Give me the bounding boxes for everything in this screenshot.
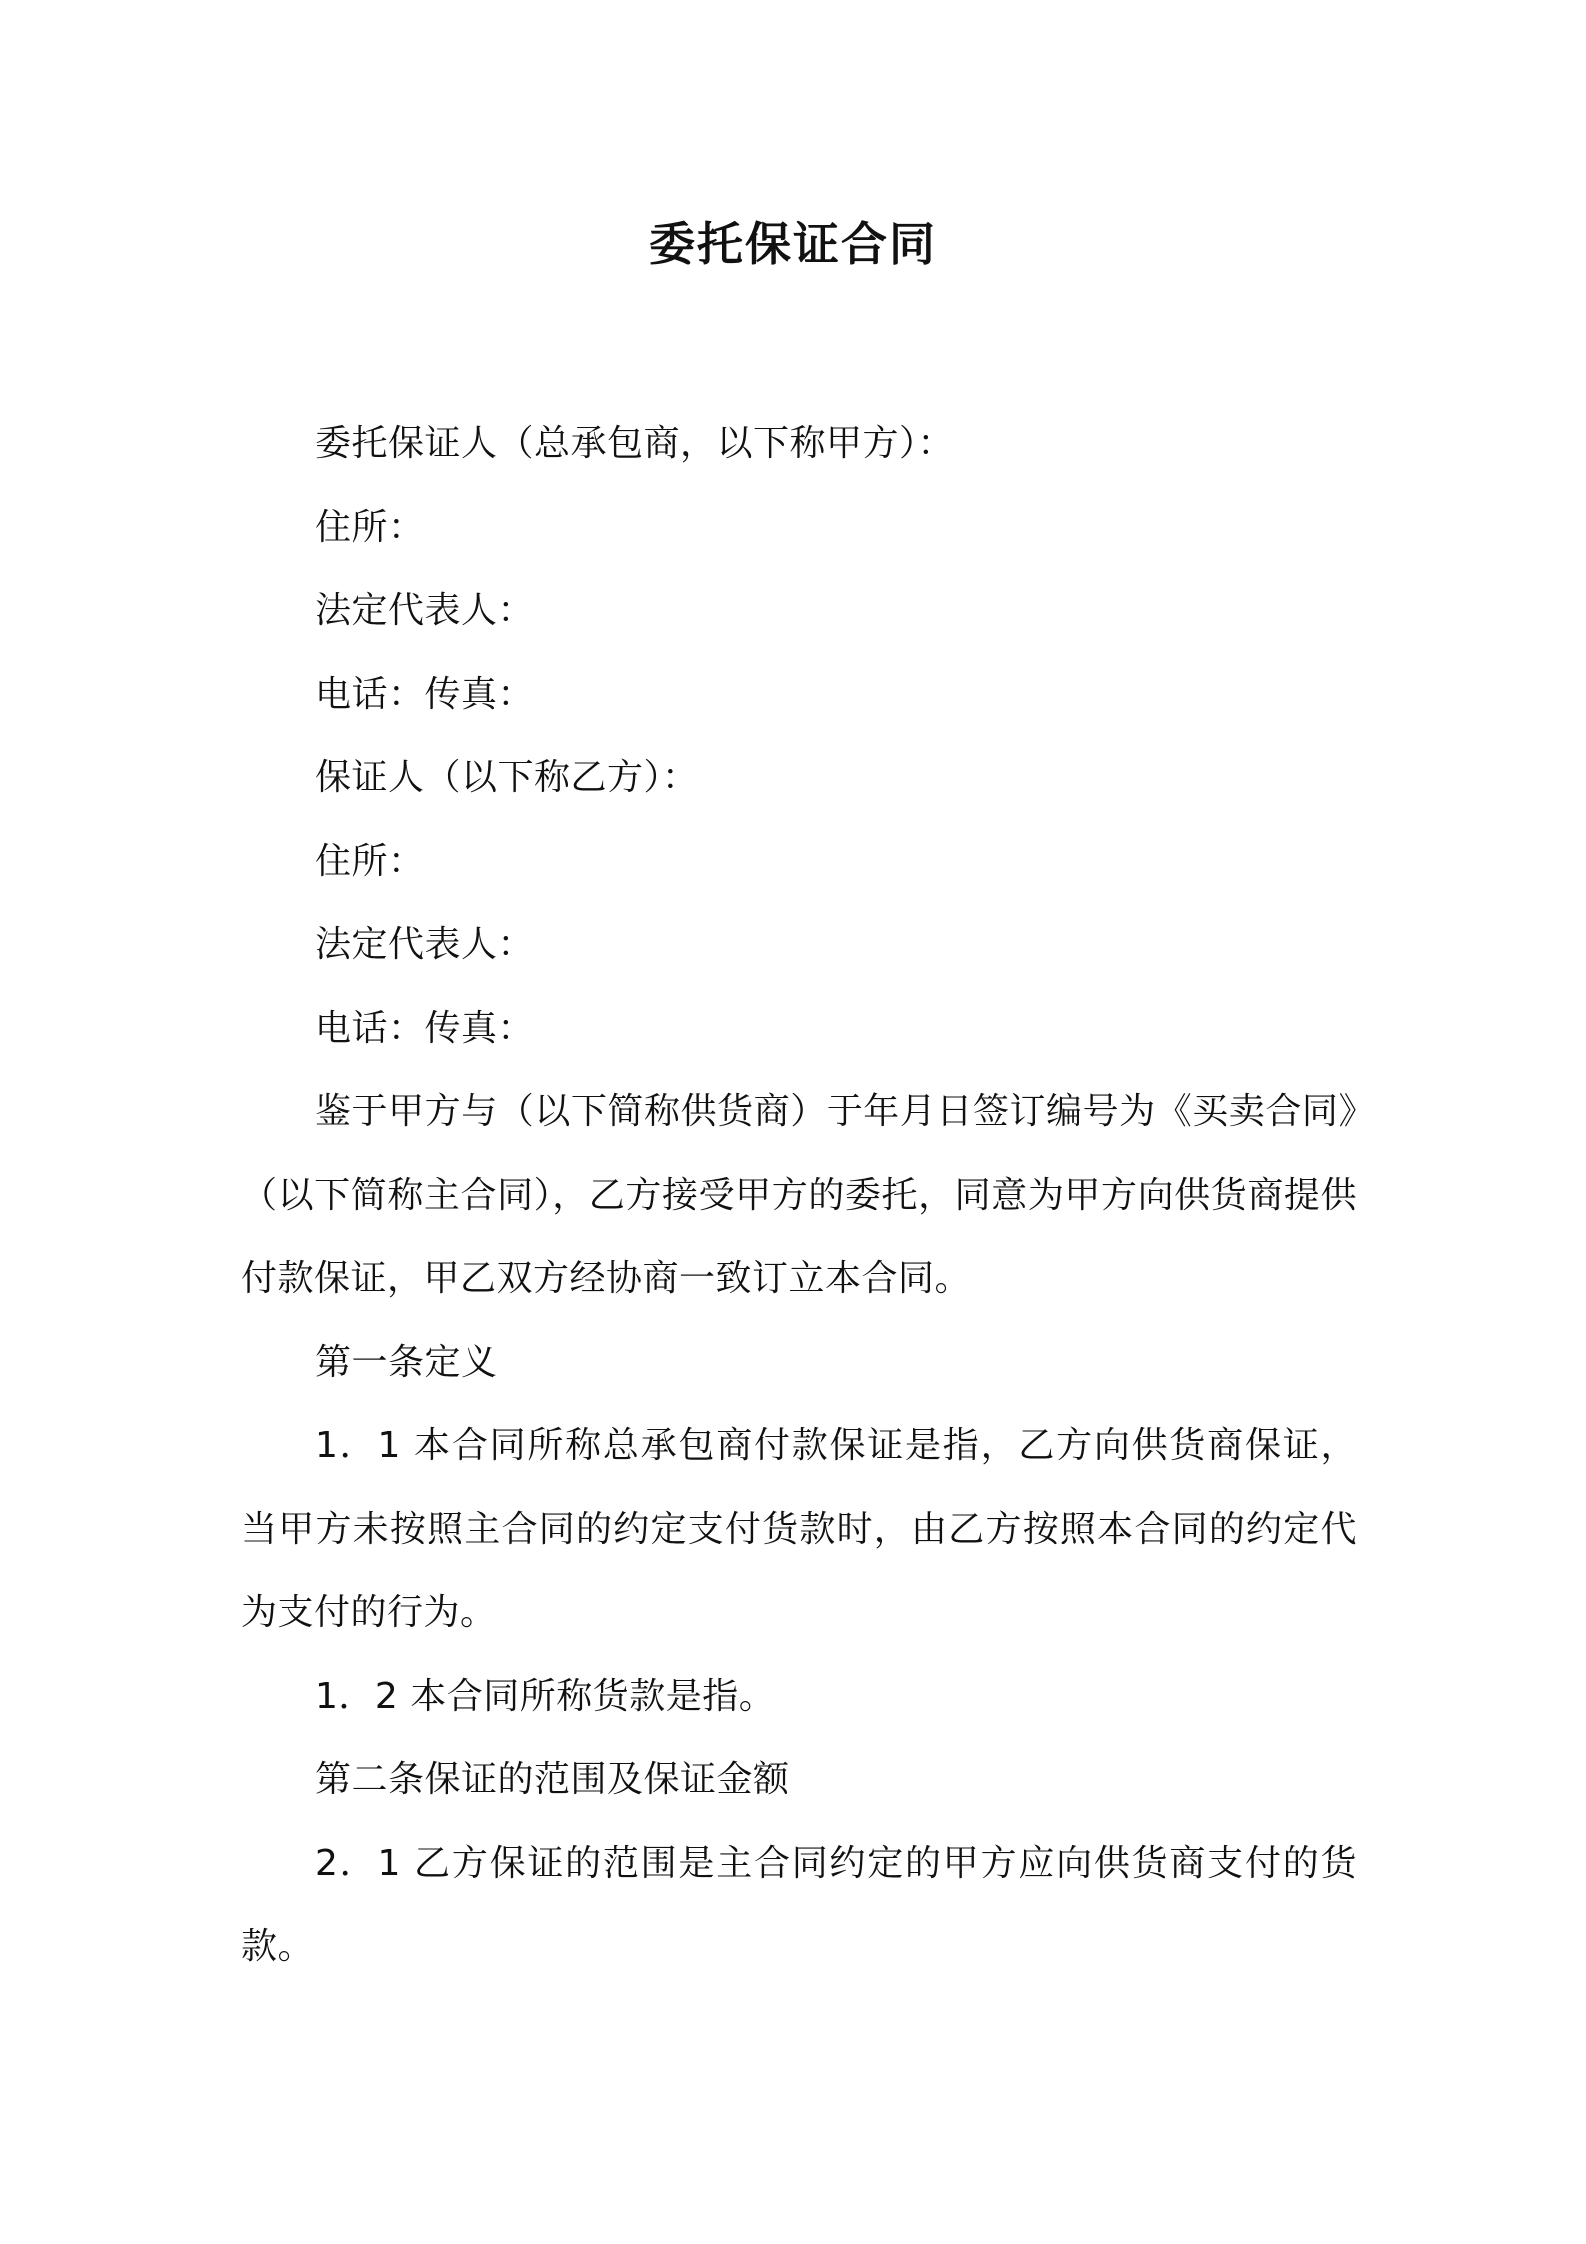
document-body [241, 402, 1357, 1989]
guarantor-heading: 保证人（以下称乙方）： [315, 757, 699, 798]
principal-phone-fax: 电话：传真： [315, 673, 535, 715]
principal-address: 住所： [315, 506, 425, 548]
guarantor-address: 住所： [315, 840, 425, 882]
article-2-heading: 第二条保证的范围及保证金额 [315, 1759, 790, 1800]
preamble-paragraph: 鉴于甲方与（以下简称供货商）于年月日签订编号为《买卖合同》（以下简称主合同），乙方接受甲方的委托，同意为甲方向供货商提供付款保证，甲乙双方经协商一致订立本合同。 [241, 1091, 1357, 1299]
principal-legal-rep: 法定代表人： [315, 590, 535, 631]
clause-2-1: 2．1 乙方保证的范围是主合同约定的甲方应向供货商支付的货款。 [241, 1842, 1357, 1967]
article-1-heading: 第一条定义 [315, 1341, 498, 1383]
guarantor-legal-rep: 法定代表人： [315, 924, 535, 965]
guarantor-phone-fax: 电话：传真： [315, 1007, 535, 1049]
principal-heading: 委托保证人（总承包商，以下称甲方）： [315, 423, 955, 464]
clause-1-2: 1．2 本合同所称货款是指。 [315, 1675, 776, 1717]
clause-1-1: 1．1 本合同所称总承包商付款保证是指，乙方向供货商保证，当甲方未按照主合同的约定支付货款时，由乙方按照本合同的约定代为支付的行为。 [241, 1425, 1357, 1633]
document-title: 委托保证合同 [649, 217, 937, 271]
